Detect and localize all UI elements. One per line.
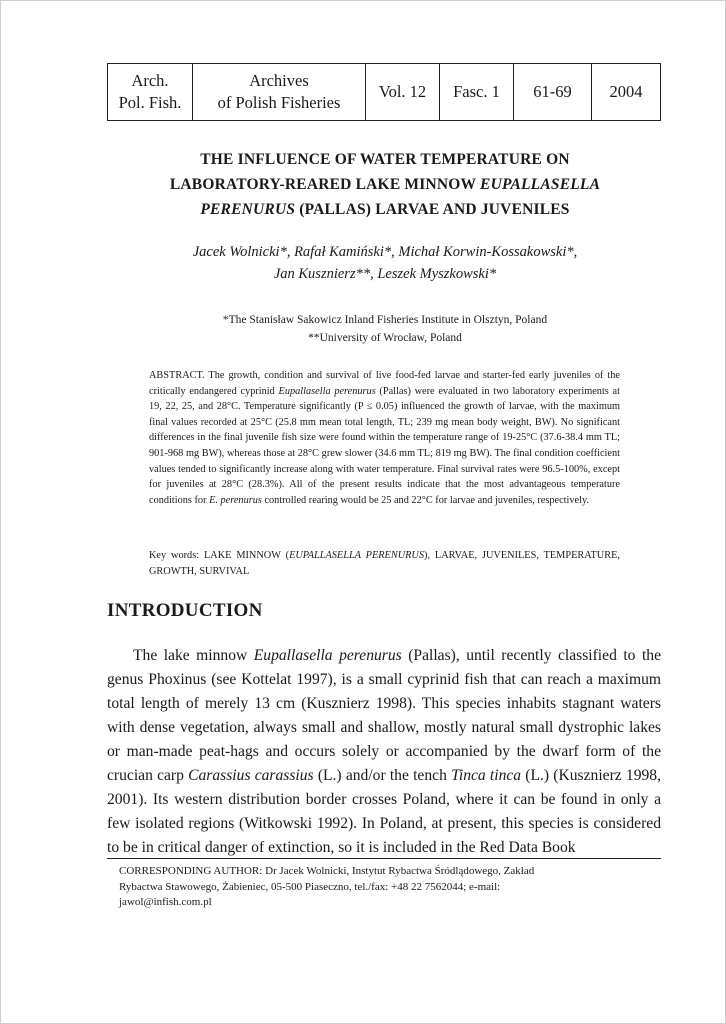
authors-line2: Jan Kusznierz**, Leszek Myszkowski* xyxy=(273,266,497,282)
fascicle-cell: Fasc. 1 xyxy=(440,64,514,121)
paper-title xyxy=(110,147,660,222)
journal-name-line1: Archives xyxy=(249,71,309,90)
footnote-email[interactable]: jawol@infish.com.pl xyxy=(119,896,212,908)
journal-abbrev-line2: Pol. Fish. xyxy=(118,93,182,112)
title-line3-suffix: (PALLAS) LARVAE AND JUVENILES xyxy=(295,201,570,218)
journal-name-cell xyxy=(193,64,366,121)
intro-text-4: (L.) (Kusznierz 1998, 2001). Its western distribution border crosses Poland, where it can be found in only a few isolated regions (Witkowski 1992). In Poland, at present, this species is considered to be in critical danger of extinction, so it is included in the Red Data Book xyxy=(107,767,661,856)
affiliation-2: **University of Wrocław, Poland xyxy=(308,332,462,344)
intro-text-3: (L.) and/or the tench xyxy=(313,767,452,784)
footnote-divider xyxy=(107,858,661,859)
affiliations xyxy=(110,311,660,347)
volume-cell: Vol. 12 xyxy=(366,64,440,121)
intro-species-2: Carassius carassius xyxy=(188,767,314,784)
authors-line1: Jacek Wolnicki*, Rafał Kamiński*, Michał Korwin-Kossakowski*, xyxy=(192,244,578,260)
author-list xyxy=(110,241,660,285)
intro-text-2: (Pallas), until recently classified to the genus Phoxinus (see Kottelat 1997), is a small cyprinid fish that can reach a maximum total length of merely 13 cm (Kusznierz 1998). This species inhabits stagnant waters with dense vegetation, always small and shallow, mostly natural small dystrophic lakes or man-made peat-hags and occurs solely or accompanied by the dwarf form of the crucian carp xyxy=(107,647,661,784)
abstract xyxy=(149,368,620,508)
journal-abbrev-line1: Arch. xyxy=(131,71,169,90)
keywords-species: EUPALLASELLA PERENURUS xyxy=(289,550,425,561)
abstract-text-3: controlled rearing would be 25 and 22°C for larvae and juveniles, respectively. xyxy=(261,494,589,506)
intro-species-1: Eupallasella perenurus xyxy=(253,647,402,664)
abstract-text-2: (Pallas) were evaluated in two laboratory experiments at 19, 22, 25, and 28°C. Temperature significantly (P ≤ 0.05) influenced the growth of larvae, with the maximum final values recorded at 25°C (25.8 mm mean total length, TL; 239 mg mean body weight, BW). No significant differences in the final juvenile fish size were found within the temperature range of 19-25°C (37.6-38.4 mm TL; 901-968 mg BW), whereas those at 28°C grew slower (34.6 mm TL; 819 mg BW). The final condition coefficient values tended to significantly increase along with water temperature. Final survival rates were 96.5-100%, except for juveniles at 28°C (28.3%). All of the present results indicate that the most advantageous temperature conditions for xyxy=(149,385,620,506)
corresponding-author-footnote xyxy=(119,864,639,911)
abstract-text-1: ABSTRACT. The growth, condition and survival of live food-fed larvae and starter-fed early juveniles of the critically endangered cyprinid xyxy=(149,370,620,397)
affiliation-1: *The Stanisław Sakowicz Inland Fisheries Institute in Olsztyn, Poland xyxy=(222,314,548,326)
year-cell: 2004 xyxy=(592,64,661,121)
title-species-genus: EUPALLASELLA xyxy=(480,176,601,193)
journal-name-line2: of Polish Fisheries xyxy=(217,93,341,112)
abstract-species-2: E. perenurus xyxy=(209,494,262,506)
introduction-paragraph xyxy=(107,644,661,860)
title-line1: THE INFLUENCE OF WATER TEMPERATURE ON xyxy=(200,151,570,168)
keywords xyxy=(149,548,620,580)
keywords-text-2: ), LARVAE, JUVENILES, TEMPERATURE, GROWTH, SURVIVAL xyxy=(149,550,620,577)
abstract-species-1: Eupallasella perenurus xyxy=(278,385,376,397)
footnote-line1: CORRESPONDING AUTHOR: Dr Jacek Wolnicki, Instytut Rybactwa Śródlądowego, Zakład xyxy=(119,865,535,877)
journal-abbrev-cell xyxy=(108,64,193,121)
title-line2-prefix: LABORATORY-REARED LAKE MINNOW xyxy=(169,176,481,193)
keywords-text-1: Key words: LAKE MINNOW ( xyxy=(149,550,290,561)
intro-species-3: Tinca tinca xyxy=(451,767,522,784)
title-species-epithet: PERENURUS xyxy=(200,201,296,218)
intro-text-1: The lake minnow xyxy=(133,647,254,664)
journal-header-table xyxy=(107,63,661,121)
section-heading-introduction: INTRODUCTION xyxy=(107,600,263,621)
footnote-line2: Rybactwa Stawowego, Żabieniec, 05-500 Piaseczno, tel./fax: +48 22 7562044; e-mail: xyxy=(119,880,501,893)
pages-cell: 61-69 xyxy=(514,64,592,121)
